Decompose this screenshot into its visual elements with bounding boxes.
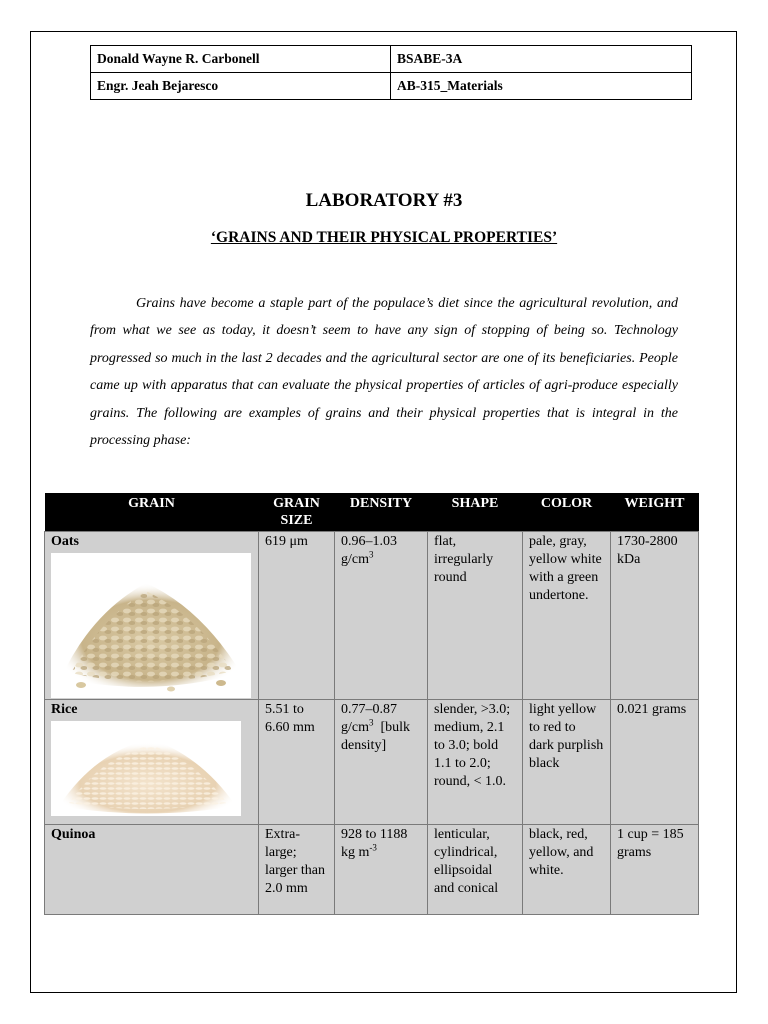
- density-exponent: -3: [369, 842, 377, 853]
- header-row: [91, 46, 692, 73]
- grain-cell: [45, 825, 259, 915]
- table-row: [45, 532, 699, 700]
- oats-image: [51, 553, 251, 698]
- table-row: [45, 825, 699, 915]
- section: BSABE-3A: [391, 46, 692, 73]
- header-weight: WEIGHT: [611, 493, 699, 532]
- header-row: [91, 73, 692, 100]
- grain-cell: [45, 700, 259, 825]
- density-value: 0.77–0.87 g/cm: [341, 702, 397, 735]
- grain-cell: [45, 532, 259, 700]
- color-cell: light yellow to red to dark purplish black: [523, 700, 611, 825]
- grain-size-cell: 5.51 to 6.60 mm: [259, 700, 335, 825]
- header-grain-size: GRAIN SIZE: [259, 493, 335, 532]
- weight-cell: 1 cup = 185 grams: [611, 825, 699, 915]
- instructor-name: Engr. Jeah Bejaresco: [91, 73, 391, 100]
- page-title: LABORATORY #3: [305, 190, 463, 211]
- intro-paragraph: Grains have become a staple part of the populace’s diet since the agricultural revolution, and from what we see as today, it doesn’t seem to have any sign of stopping of being so. Technology progressed so much in the last 2 decades and the agricultural sector are one of its beneficiaries. People came up with apparatus that can evaluate the physical properties of articles of agri-produce especially grains. The following are examples of grains and their physical properties that is integral in the processing phase:: [90, 296, 678, 449]
- header-color: COLOR: [523, 493, 611, 532]
- grain-name: Oats: [51, 534, 79, 549]
- color-cell: pale, gray, yellow white with a green undertone.: [523, 532, 611, 700]
- table-header-row: [45, 493, 699, 532]
- grain-properties-table: [44, 493, 699, 915]
- grain-size-cell: Extra-large; larger than 2.0 mm: [259, 825, 335, 915]
- grain-name: Quinoa: [51, 827, 96, 842]
- grain-name: Rice: [51, 702, 78, 717]
- density-cell: [335, 700, 428, 825]
- header-shape: SHAPE: [428, 493, 523, 532]
- density-note: [bulk density]: [341, 720, 411, 753]
- shape-cell: slender, >3.0; medium, 2.1 to 3.0; bold 1.1 to 2.0; round, < 1.0.: [428, 700, 523, 825]
- density-value: 928 to 1188 kg m: [341, 827, 408, 860]
- grain-size-cell: 619 μm: [259, 532, 335, 700]
- density-cell: [335, 532, 428, 700]
- header-table: [90, 45, 692, 100]
- color-cell: black, red, yellow, and white.: [523, 825, 611, 915]
- header-grain: GRAIN: [45, 493, 259, 532]
- weight-cell: 0.021 grams: [611, 700, 699, 825]
- header-density: DENSITY: [335, 493, 428, 532]
- density-value: 0.96–1.03 g/cm: [341, 534, 397, 567]
- density-exponent: 3: [369, 717, 374, 728]
- density-cell: [335, 825, 428, 915]
- student-name: Donald Wayne R. Carbonell: [91, 46, 391, 73]
- density-exponent: 3: [369, 549, 374, 560]
- table-row: [45, 700, 699, 825]
- shape-cell: lenticular, cylindrical, ellipsoidal and conical: [428, 825, 523, 915]
- course-code: AB-315_Materials: [391, 73, 692, 100]
- rice-image: [51, 721, 241, 816]
- page-subtitle: ‘GRAINS AND THEIR PHYSICAL PROPERTIES’: [210, 229, 558, 246]
- weight-cell: 1730-2800 kDa: [611, 532, 699, 700]
- shape-cell: flat, irregularly round: [428, 532, 523, 700]
